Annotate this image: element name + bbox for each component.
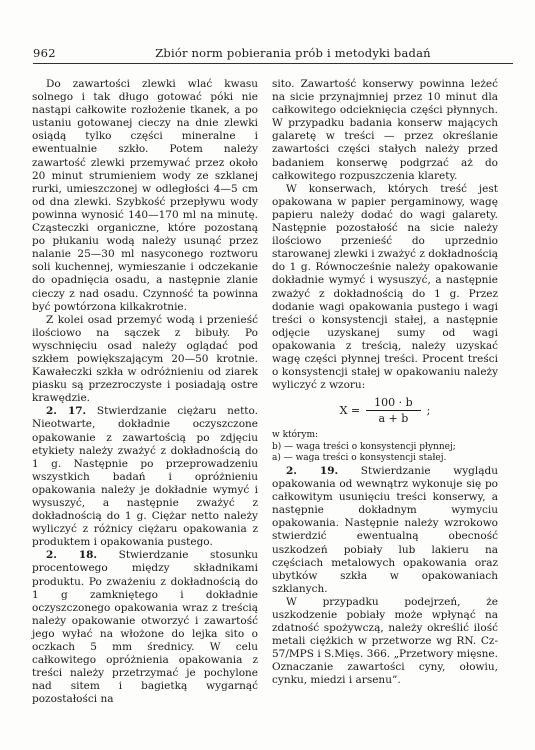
section-2-17: [32, 405, 258, 549]
formula-legend: [272, 430, 498, 465]
right-column: [272, 78, 498, 688]
section-text: Stwierdzanie stosunku procentowego między składnikami produktu. Po zważeniu z dokładnością do 1 g zamkniętego i dokładnie oczyszczonego opakowania wraz z treścią należy opakowanie otworzyć i zawartość jego wyłać na włożone do lejka sito o oczkach 5 mm średnicy. W celu całkowitego opróżnienia opakowania z treści należy przetrzymać je pochylone nad sitem i bagietką wygarnąć pozostałości na: [32, 549, 258, 706]
formula-lhs: X =: [339, 404, 361, 418]
section-2-19: [272, 465, 498, 596]
section-number: 2. 19.: [286, 464, 339, 477]
section-text: Stwierdzanie wyglądu opakowania od wewnątrz wykonuje się po całkowitym usunięciu treści konserwy, a następnie dokładnym wymyciu opakowania. Następnie należy wzrokowo stwierdzić ewentualną obecność uszkodzeń pobiały lub lakieru na częściach metalowych opakowania oraz ubytków szkła w opakowaniach szklanych.: [272, 464, 498, 595]
formula-fraction: [366, 396, 421, 425]
formula-denominator: a + b: [378, 412, 409, 426]
legend-intro: w którym:: [272, 430, 319, 441]
legend-a: a) — waga treści o konsystencji stałej.: [272, 453, 447, 464]
section-number: 2. 17.: [46, 405, 87, 418]
page-header: [33, 46, 513, 60]
formula-tail: ;: [426, 404, 431, 418]
legend-b: b) — waga treści o konsystencji płynnej;: [272, 441, 456, 452]
paragraph: sito. Zawartość konserwy powinna leżeć na sicie przynajmniej przez 10 minut dla całkowitego odcieknięcia części płynnych. W przypadku badania konserw mających galaretę w treści — przez określanie zawartości części stałych należy przed badaniem konserwę podgrzać aż do całkowitego rozpuszczenia klarety.: [272, 78, 498, 182]
section-2-18: [32, 549, 258, 706]
left-column: [32, 78, 258, 707]
section-text: Stwierdzanie ciężaru netto. Nieotwarte, dokładnie oczyszczone opakowanie z zawartością po zdjęciu etykiety należy zważyć z dokładnością do 1 g. Następnie po przeprowadzeniu wszystkich badań i opróżnieniu opakowania należy je dokładnie wymyć i wysuszyć, a następnie zważyć z dokładnością do 1 g. Ciężar netto należy wyliczyć z różnicy ciężaru opakowania z produktem i opakowania pustego.: [32, 405, 258, 549]
paragraph: W konserwach, których treść jest opakowana w papier pergaminowy, wagę papieru należy dodać do wagi galarety. Następnie pozostałość na sicie należy ilościowo przenieść do uprzednio starowanej zlewki i zważyć z dokładnością do 1 g. Równocześnie należy opakowanie dokładnie wymyć i wysuszyć, a następnie zważyć z dokładnością do 1 g. Przez dodanie wagi opakowania pustego i wagi treści o konsystencji stałej, a następnie odjęcie uzyskanej sumy od wagi opakowania z treścią, należy uzyskać wagę części płynnej treści. Procent treści o konsystencji stałej w opakowaniu należy wyliczyć z wzoru:: [272, 182, 498, 392]
formula: [272, 396, 498, 425]
formula-numerator: 100 · b: [366, 396, 421, 411]
paragraph: Do zawartości zlewki wlać kwasu solnego i tak długo gotować póki nie nastąpi całkowite rozłożenie tkanek, a po ustaniu gotowanej cieczy na dnie zlewki osiądą tylko części mineralne i ewentualnie szkło. Potem należy zawartość zlewki przemywać przez około 20 minut strumieniem wody ze szklanej rurki, umieszczonej w odległości 4—5 cm od dna zlewki. Szybkość przepływu wody powinna wynosić 140—170 ml na minutę. Cząsteczki organiczne, które pozostaną po płukaniu wodą należy usunąć przez nalanie 25—30 ml nasyconego roztworu soli kuchennej, wymieszanie i odczekanie do opadnięcia osadu, a następnie zlanie cieczy z nad osadu. Czynność ta powinna być powtórzona kilkakrotnie.: [32, 78, 258, 313]
section-number: 2. 18.: [46, 549, 98, 562]
header-rule: [33, 63, 513, 64]
paragraph: Z kolei osad przemyć wodą i przenieść ilościowo na sączek z bibuły. Po wyschnięciu osad należy oglądać pod szkłem powiększającym 20—50 krotnie. Kawałeczki szkła w odróżnieniu od ziarek piasku są przezroczyste i posiadają ostre krawędzie.: [32, 313, 258, 405]
running-title: Zbiór norm pobierania prób i metodyki badań: [155, 46, 431, 60]
page-number: 962: [33, 46, 56, 60]
paragraph: W przypadku podejrzeń, że uszkodzenie pobiały może wpłynąć na zdatność spożywczą, należy określić ilość metali ciężkich w przetworze wg RN. Cz-57/MPS i S.Mięs. 366. „Przetwory mięsne. Oznaczanie zawartości cyny, ołowiu, cynku, miedzi i arsenu”.: [272, 595, 498, 687]
